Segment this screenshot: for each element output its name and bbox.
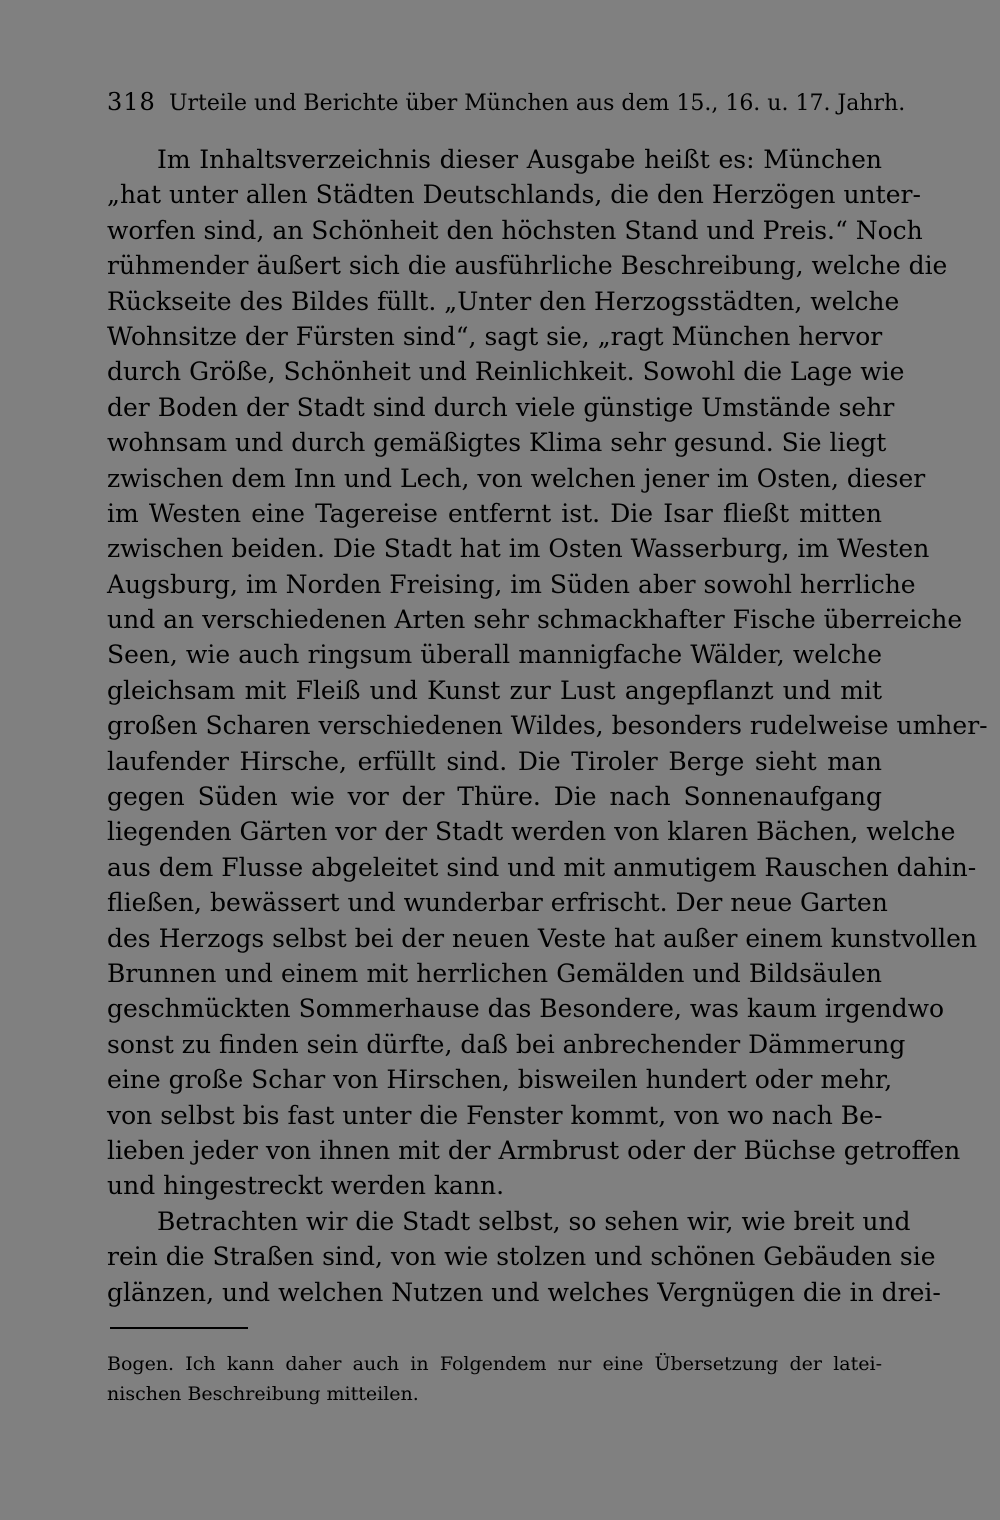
text-line: und an verschiedenen Arten sehr schmackhafter Fische überreiche bbox=[107, 605, 963, 635]
page-number: 318 bbox=[107, 88, 156, 116]
footnote-rule bbox=[110, 1327, 248, 1329]
footnote bbox=[107, 1349, 882, 1409]
footnote-line: nischen Beschreibung mitteilen. bbox=[107, 1383, 419, 1405]
text-line: sonst zu finden sein dürfte, daß bei anbrechender Dämmerung bbox=[107, 1029, 906, 1059]
text-line: geschmückten Sommerhause das Besondere, was kaum irgendwo bbox=[107, 994, 945, 1024]
text-line: Seen, wie auch ringsum überall mannigfache Wälder, welche bbox=[107, 640, 882, 670]
text-line: glänzen, und welchen Nutzen und welches Vergnügen die in drei- bbox=[107, 1277, 941, 1307]
text-line: gegen Süden wie vor der Thüre. Die nach Sonnenaufgang bbox=[107, 782, 882, 812]
text-line: Augsburg, im Norden Freising, im Süden aber sowohl herrliche bbox=[107, 569, 916, 599]
text-line: Im Inhaltsverzeichnis dieser Ausgabe heißt es: München bbox=[157, 145, 882, 174]
running-head-title: Urteile und Berichte über München aus dem 15., 16. u. 17. Jahrh. bbox=[169, 91, 906, 116]
text-line: Rückseite des Bildes füllt. „Unter den Herzogsstädten, welche bbox=[107, 286, 900, 316]
text-line: eine große Schar von Hirschen, bisweilen hundert oder mehr, bbox=[107, 1065, 893, 1095]
text-line: wohnsam und durch gemäßigtes Klima sehr gesund. Sie liegt bbox=[107, 428, 887, 458]
running-head bbox=[107, 86, 906, 118]
text-line: und hingestreckt werden kann. bbox=[107, 1171, 505, 1201]
text-line: gleichsam mit Fleiß und Kunst zur Lust angepflanzt und mit bbox=[107, 675, 882, 705]
text-line: von selbst bis fast unter die Fenster kommt, von wo nach Be- bbox=[107, 1100, 883, 1130]
text-line: aus dem Flusse abgeleitet sind und mit anmutigem Rauschen dahin- bbox=[107, 852, 977, 882]
text-line: fließen, bewässert und wunderbar erfrischt. Der neue Garten bbox=[107, 888, 888, 918]
text-line: Betrachten wir die Stadt selbst, so sehen wir, wie breit und bbox=[157, 1206, 911, 1236]
text-line: Brunnen und einem mit herrlichen Gemälden und Bildsäulen bbox=[107, 958, 882, 988]
text-line: rein die Straßen sind, von wie stolzen und schönen Gebäuden sie bbox=[107, 1242, 936, 1272]
text-line: durch Größe, Schönheit und Reinlichkeit. Sowohl die Lage wie bbox=[107, 357, 905, 387]
text-line: worfen sind, an Schönheit den höchsten Stand und Preis.“ Noch bbox=[107, 215, 923, 245]
text-line: im Westen eine Tagereise entfernt ist. Die Isar fließt mitten bbox=[107, 498, 882, 528]
text-line: Wohnsitze der Fürsten sind“, sagt sie, „ragt München hervor bbox=[107, 321, 883, 351]
footnote-line: Bogen. Ich kann daher auch in Folgendem nur eine Übersetzung der latei- bbox=[107, 1353, 882, 1375]
text-line: lieben jeder von ihnen mit der Armbrust oder der Büchse getroffen bbox=[107, 1135, 961, 1165]
text-line: zwischen beiden. Die Stadt hat im Osten Wasserburg, im Westen bbox=[107, 534, 930, 564]
text-line: liegenden Gärten vor der Stadt werden von klaren Bächen, welche bbox=[107, 817, 956, 847]
text-line: laufender Hirsche, erfüllt sind. Die Tiroler Berge sieht man bbox=[107, 746, 882, 776]
text-line: „hat unter allen Städten Deutschlands, die den Herzögen unter- bbox=[107, 180, 921, 210]
text-line: zwischen dem Inn und Lech, von welchen jener im Osten, dieser bbox=[107, 463, 926, 493]
text-line: des Herzogs selbst bei der neuen Veste hat außer einem kunstvollen bbox=[107, 923, 978, 953]
text-line: der Boden der Stadt sind durch viele günstige Umstände sehr bbox=[107, 392, 895, 422]
text-line: rühmender äußert sich die ausführliche Beschreibung, welche die bbox=[107, 251, 948, 281]
body-text bbox=[107, 142, 988, 1310]
text-line: großen Scharen verschiedenen Wildes, besonders rudelweise umher- bbox=[107, 711, 988, 741]
